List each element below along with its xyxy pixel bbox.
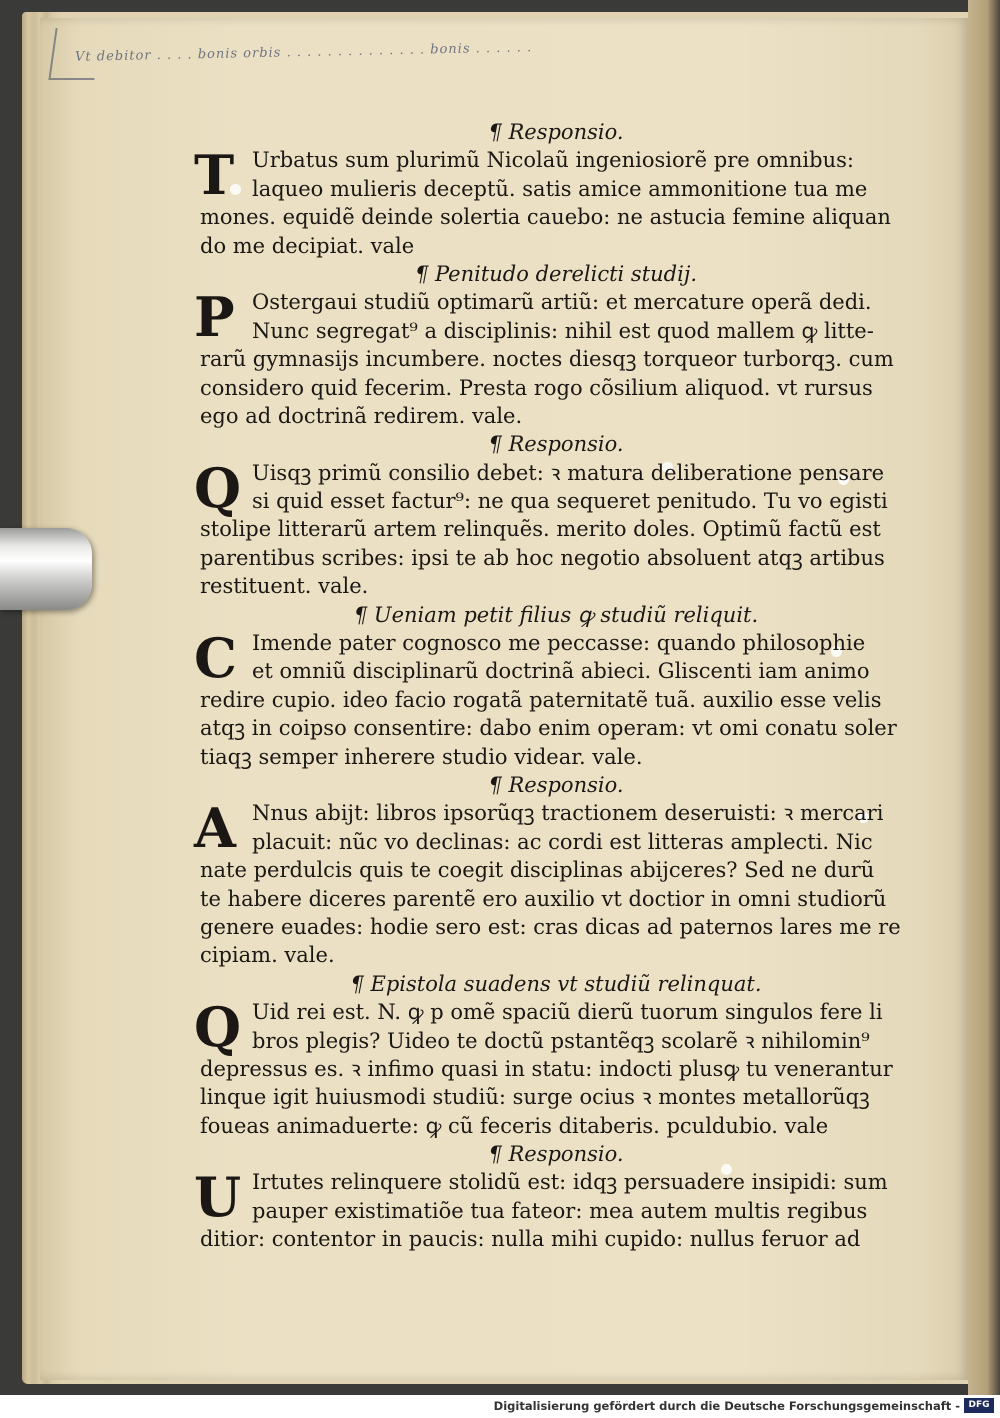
text-line: genere euades: hodie sero est: cras dicas ad paternos lares me re — [200, 914, 901, 939]
text-line: linque igit huiusmodi studiũ: surge ocius ꝛ montes metallorũqꝫ — [200, 1085, 870, 1110]
drop-initial: Q — [194, 455, 242, 520]
text-line: ego ad doctrinã redirem. vale. — [200, 403, 523, 428]
footer-bar — [0, 1395, 1000, 1418]
text-line: stolipe litterarũ artem relinquẽs. merito doles. Optimũ factũ est — [200, 517, 881, 542]
book-gutter — [968, 0, 1000, 1395]
text-line: bros plegis? Uideo te doctũ pstantẽqꝫ scolarẽ ꝛ nihilomin⁹ — [252, 1028, 870, 1053]
handwritten-margin-note: Vt debitor . . . . bonis orbis . . . . . . . . . . . . . . bonis . . . . . . — [74, 40, 533, 65]
text-line: atqꝫ in coipso consentire: dabo enim operam: vt omi conatu soler — [200, 716, 897, 741]
drop-initial: U — [194, 1165, 242, 1230]
text-line: Nnus abijt: libros ipsorũqꝫ tractionem deseruisti: ꝛ mercari — [252, 801, 884, 826]
text-line: considero quid fecerim. Presta rogo cõsilium aliquod. vt rursus — [200, 375, 873, 400]
text-line: cipiam. vale. — [200, 943, 335, 968]
drop-initial: T — [194, 143, 235, 208]
drop-initial: P — [194, 285, 235, 350]
paragraph — [194, 285, 912, 430]
text-line: parentibus scribes: ipsi te ab hoc negotio absoluent atqꝫ artibus — [200, 545, 885, 570]
section-heading: ¶ Responsio. — [488, 432, 624, 457]
text-line: te habere diceres parentẽ ero auxilio vt doctior in omni studiorũ — [200, 886, 887, 911]
section-heading: ¶ Epistola suadens vt studiũ relinquat. — [350, 971, 762, 996]
text-line: nate perdulcis quis te coegit disciplinas abijceres? Sed ne durũ — [200, 858, 875, 883]
text-line: redire cupio. ideo facio rogatã paternitatẽ tuã. auxilio esse velis — [200, 687, 882, 712]
drop-initial: C — [194, 626, 237, 691]
drop-initial: A — [194, 796, 236, 861]
text-line: et omniũ disciplinarũ doctrinã abieci. Gliscenti iam animo — [252, 659, 870, 684]
section-heading: ¶ Penitudo derelicti studij. — [414, 261, 698, 286]
text-line: ditior: contentor in paucis: nulla mihi cupido: nullus feruor ad — [200, 1227, 861, 1252]
section-heading: ¶ Ueniam petit filius ꝙ studiũ reliquit. — [353, 602, 759, 627]
text-line: Uisqꝫ primũ consilio debet: ꝛ matura deliberatione pensare — [252, 460, 885, 485]
page-clip — [0, 528, 92, 610]
text-line: pauper existimatiõe tua fateor: mea autem multis regibus — [252, 1198, 868, 1223]
dfg-logo: DFG — [964, 1398, 994, 1413]
text-line: Irtutes relinquere stolidũ est: idqꝫ persuadere insipidi: sum — [252, 1170, 888, 1195]
text-line: Nunc segregat⁹ a disciplinis: nihil est quod mallem ꝙ litte- — [252, 318, 874, 343]
text-line: Ostergaui studiũ optimarũ artiũ: et mercature operã dedi. — [252, 290, 872, 315]
paragraph — [194, 143, 912, 260]
section-heading: ¶ Responsio. — [488, 772, 624, 797]
drop-initial: Q — [194, 995, 242, 1060]
text-line: depressus es. ꝛ infimo quasi in statu: indocti plusꝙ tu venerantur — [200, 1056, 893, 1081]
text-line: Urbatus sum plurimũ Nicolaũ ingeniosiorẽ pre omnibus: — [252, 148, 854, 173]
text-line: Imende pater cognosco me peccasse: quando philosophie — [252, 631, 866, 656]
text-line: placuit: nũc vo declinas: ac cordi est litteras amplecti. Nic — [252, 829, 873, 854]
paragraph — [194, 455, 912, 601]
text-line: foueas animaduerte: ꝙ cũ feceris ditaberis. pculdubio. vale — [200, 1113, 829, 1138]
text-line: si quid esset factur⁹: ne qua sequeret penitudo. Tu vo egisti — [252, 489, 888, 514]
paragraph — [194, 995, 912, 1140]
paragraph — [194, 1165, 912, 1253]
text-line: restituent. vale. — [200, 574, 369, 599]
printed-text — [194, 118, 912, 1254]
text-line: tiaqꝫ semper inherere studio videar. vale. — [200, 744, 643, 769]
text-line: do me decipiat. vale — [200, 233, 415, 258]
paragraph — [194, 626, 912, 771]
footer-credit: Digitalisierung gefördert durch die Deutsche Forschungsgemeinschaft - — [493, 1399, 960, 1413]
section-heading: ¶ Responsio. — [488, 120, 624, 144]
text-line: rarũ gymnasijs incumbere. noctes diesqꝫ torqueor turborqꝫ. cum — [200, 347, 894, 372]
paragraph — [194, 796, 912, 969]
text-line: laqueo mulieris deceptũ. satis amice ammonitione tua me — [252, 176, 868, 201]
text-line: mones. equidẽ deinde solertia cauebo: ne astucia femine aliquan — [200, 205, 891, 230]
text-line: Uid rei est. N. ꝙ p omẽ spaciũ dierũ tuorum singulos fere li — [252, 1000, 883, 1025]
section-heading: ¶ Responsio. — [488, 1142, 624, 1167]
